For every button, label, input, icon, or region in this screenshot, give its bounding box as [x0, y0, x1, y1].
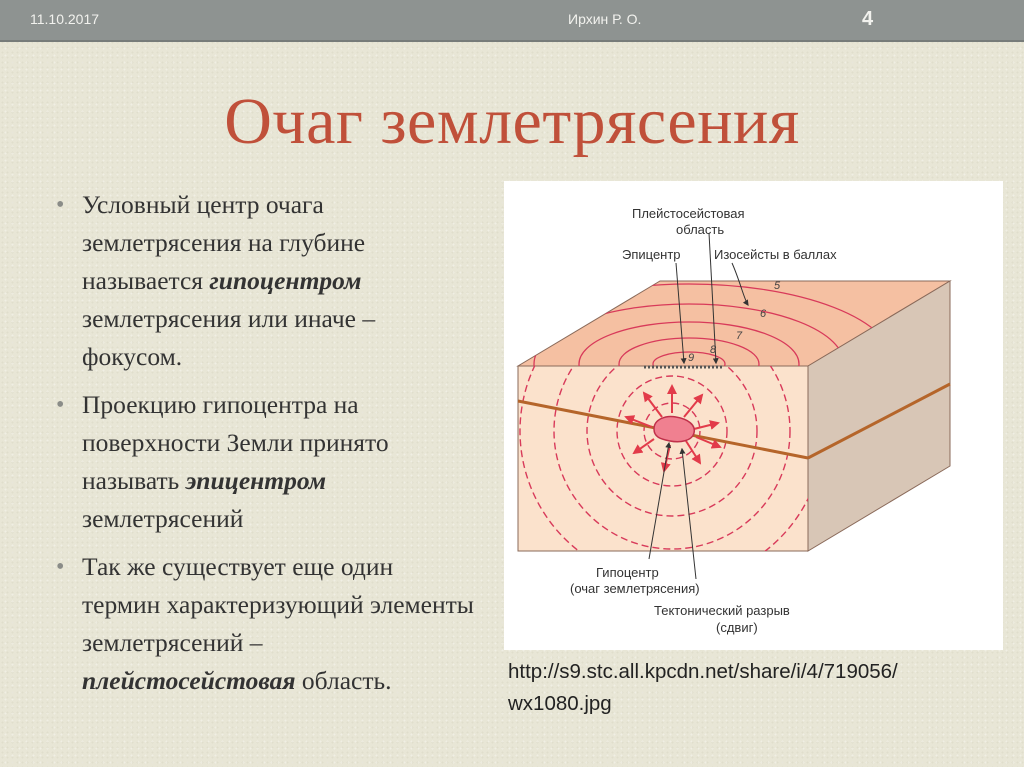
bullet-emphasis: плейстосейстовая	[82, 666, 296, 695]
earthquake-focus-diagram	[504, 181, 1003, 650]
bullet-text: Так же существует еще один термин характеризующий элементы землетрясений –	[82, 552, 474, 657]
label-hypocenter: Гипоцентр	[596, 565, 659, 580]
bullet-item	[56, 186, 476, 376]
bullet-item	[56, 548, 476, 700]
isoseist-number: 5	[774, 280, 781, 292]
bullet-text: Условный центр очага землетрясения на глубине называется	[82, 190, 366, 295]
bullet-emphasis: гипоцентром	[209, 266, 362, 295]
header-date: 11.10.2017	[30, 11, 100, 27]
bullet-emphasis: эпицентром	[185, 466, 327, 495]
bullet-item	[56, 386, 476, 538]
isoseist-number: 6	[760, 308, 767, 320]
bullet-text: землетрясения или иначе – фокусом.	[82, 304, 376, 371]
image-source-caption	[508, 656, 1008, 720]
bullet-list	[56, 186, 476, 710]
label-fault: Тектонический разрыв	[654, 603, 790, 618]
diagram-svg	[504, 181, 1003, 650]
source-url-line1: http://s9.stc.all.kpcdn.net/share/i/4/719056/	[508, 660, 898, 683]
header-page-number: 4	[862, 8, 874, 30]
label-pleistoseist: Плейстосейстовая	[632, 206, 745, 221]
label-fault-note: (сдвиг)	[716, 620, 758, 635]
label-pleistoseist-area: область	[676, 222, 725, 237]
source-url-line2: wx1080.jpg	[508, 692, 612, 715]
label-hypocenter-note: (очаг землетрясения)	[570, 581, 700, 596]
bullet-dot-icon: •	[56, 192, 65, 218]
bullet-dot-icon: •	[56, 554, 65, 580]
isoseist-number: 8	[710, 344, 717, 356]
header-author: Ирхин Р. О.	[568, 11, 642, 27]
bullet-dot-icon: •	[56, 392, 65, 418]
isoseist-number: 7	[736, 330, 743, 342]
bullet-text: землетрясений	[82, 504, 244, 533]
bullet-text: Проекцию гипоцентра на поверхности Земли принято называть	[82, 390, 389, 495]
slide-title: Очаг землетрясения	[224, 85, 800, 158]
bullet-text: область.	[295, 666, 392, 695]
label-epicenter: Эпицентр	[622, 247, 681, 262]
label-isoseists: Изосейсты в баллах	[714, 247, 837, 262]
isoseist-number: 9	[688, 352, 695, 364]
block-front-face	[518, 366, 808, 551]
slide-header-bar	[0, 0, 1024, 42]
